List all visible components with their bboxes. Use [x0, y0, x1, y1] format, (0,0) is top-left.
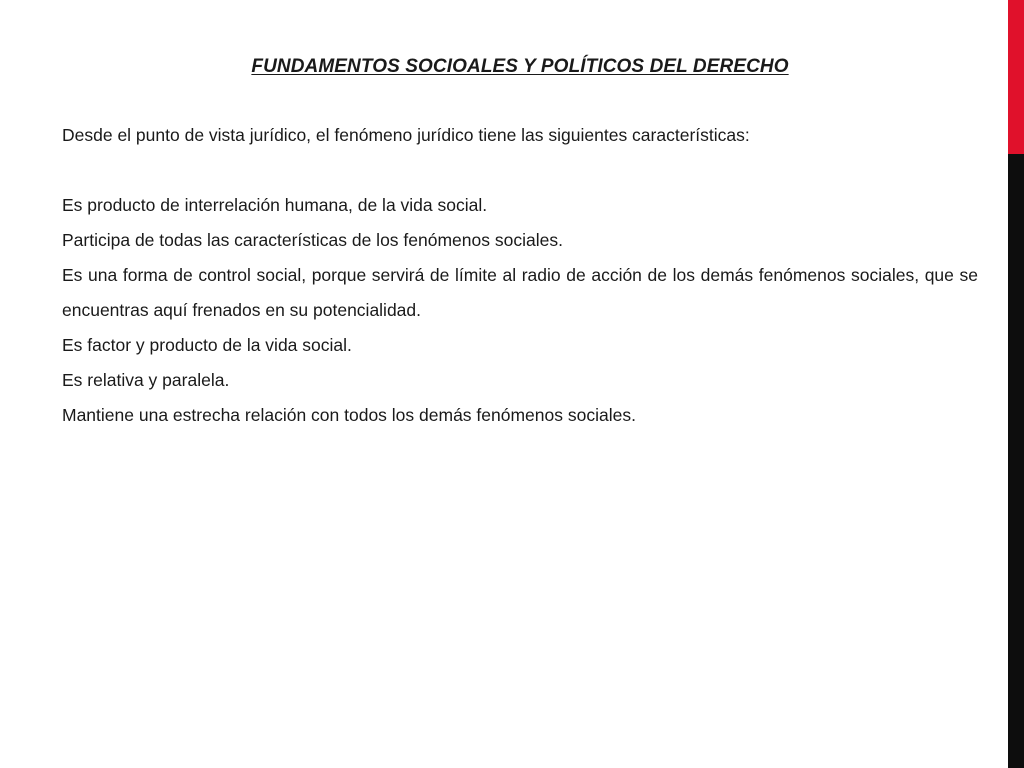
- accent-bar-red: [1008, 0, 1024, 154]
- characteristic-item: Es relativa y paralela.: [62, 370, 230, 390]
- slide-content: [62, 118, 978, 433]
- characteristic-item: Es factor y producto de la vida social.: [62, 335, 352, 355]
- accent-bar-dark: [1008, 154, 1024, 768]
- accent-bar-gap: [1004, 0, 1008, 768]
- characteristic-item: Es una forma de control social, porque servirá de límite al radio de acción de los demás fenómenos sociales, que se encuentras aquí frenados en su potencialidad.: [62, 265, 978, 320]
- intro-paragraph: Desde el punto de vista jurídico, el fenómeno jurídico tiene las siguientes características:: [62, 125, 750, 145]
- characteristic-item: Es producto de interrelación humana, de la vida social.: [62, 195, 488, 215]
- characteristic-item: Participa de todas las características de los fenómenos sociales.: [62, 230, 563, 250]
- slide-title: FUNDAMENTOS SOCIOALES Y POLÍTICOS DEL DERECHO: [251, 56, 789, 77]
- characteristic-item: Mantiene una estrecha relación con todos los demás fenómenos sociales.: [62, 405, 636, 425]
